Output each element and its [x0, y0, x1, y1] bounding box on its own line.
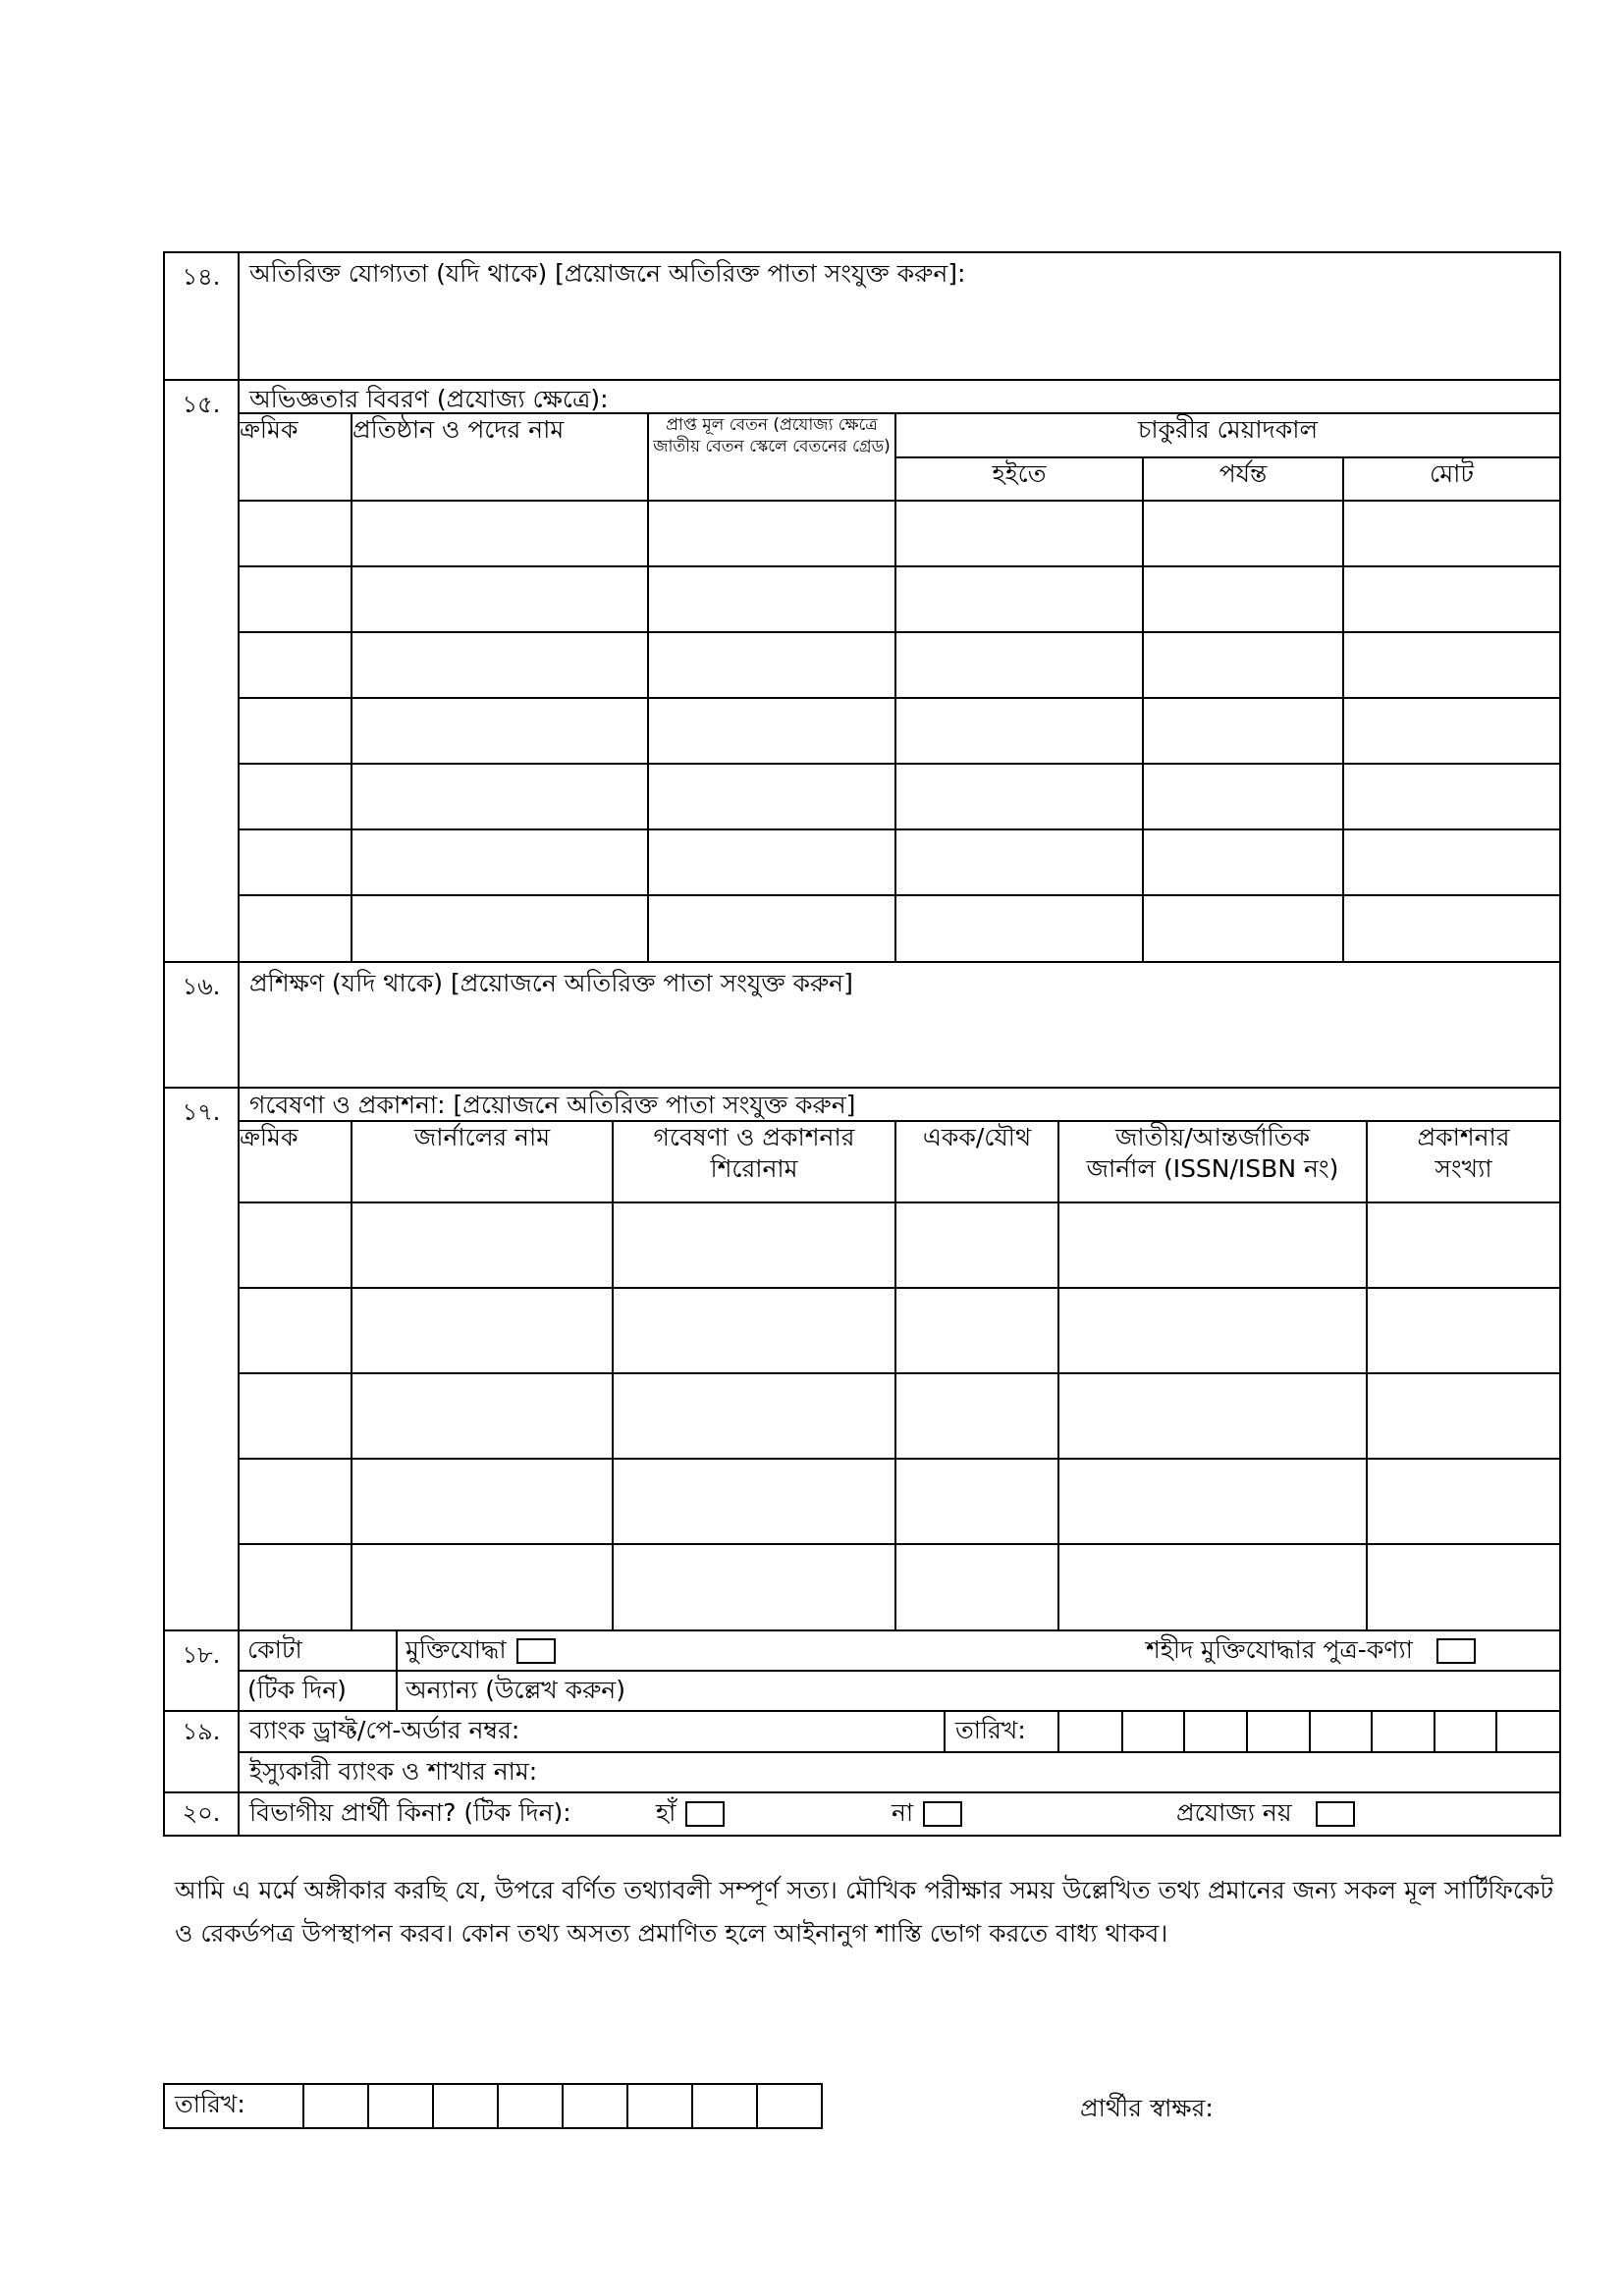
draft-date-box[interactable] — [1059, 1712, 1122, 1751]
exp-col-total: মোট — [1343, 457, 1559, 501]
quota-freedom-fighter-checkbox[interactable] — [516, 1638, 556, 1664]
pub-col-single-joint: একক/যৌথ — [895, 1122, 1058, 1202]
departmental-question: বিভাগীয় প্রার্থী কিনা? (টিক দিন): — [249, 1798, 571, 1827]
pub-row — [240, 1459, 1559, 1544]
signature-date-box[interactable] — [498, 2084, 563, 2128]
exp-col-duration: চাকুরীর মেয়াদকাল — [895, 414, 1559, 457]
section-17-number: ১৭. — [164, 1088, 239, 1630]
section-16-number: ১৬. — [164, 962, 239, 1088]
departmental-yes-checkbox[interactable] — [685, 1801, 725, 1827]
exp-col-to: পর্যন্ত — [1143, 457, 1343, 501]
section-16-title: প্রশিক্ষণ (যদি থাকে) [প্রয়োজনে অতিরিক্ত পাতা সংযুক্ত করুন] — [249, 969, 853, 997]
section-15-number: ১৫. — [164, 380, 239, 962]
section-14-field[interactable] — [239, 252, 1560, 380]
issuing-bank-label: ইস্যুকারী ব্যাংক ও শাখার নাম: — [249, 1757, 538, 1786]
exp-row — [240, 764, 1559, 829]
exp-row — [240, 501, 1559, 566]
section-19-number: ১৯. — [164, 1711, 239, 1792]
exp-row — [240, 829, 1559, 895]
pub-col-title: গবেষণা ও প্রকাশনার শিরোনাম — [613, 1122, 895, 1202]
draft-date-label: তারিখ: — [945, 1712, 1058, 1752]
signature-date-box[interactable] — [692, 2084, 757, 2128]
publication-table — [240, 1122, 1559, 1629]
section-15-title: অভিজ্ঞতার বিবরণ (প্রযোজ্য ক্ষেত্রে): — [240, 381, 1559, 414]
pub-row — [240, 1202, 1559, 1288]
pub-row — [240, 1544, 1559, 1629]
draft-number-label: ব্যাংক ড্রাফ্ট/পে-অর্ডার নম্বর: — [249, 1716, 520, 1744]
pub-row — [240, 1288, 1559, 1373]
signature-date-box[interactable] — [563, 2084, 627, 2128]
section-14 — [164, 252, 1560, 380]
section-14-number: ১৪. — [164, 252, 239, 380]
section-16 — [164, 962, 1560, 1088]
pub-row — [240, 1373, 1559, 1459]
section-16-field[interactable] — [239, 962, 1560, 1088]
pub-col-count: প্রকাশনার সংখ্যা — [1367, 1122, 1559, 1202]
signature-date-box[interactable] — [368, 2084, 433, 2128]
exp-col-org: প্রতিষ্ঠান ও পদের নাম — [352, 414, 648, 501]
section-20-number: ২০. — [164, 1792, 239, 1836]
draft-date-boxes — [1059, 1712, 1559, 1751]
departmental-na-checkbox[interactable] — [1316, 1801, 1355, 1827]
quota-others-label: অন্যান্য (উল্লেখ করুন) — [406, 1676, 625, 1704]
experience-table — [240, 414, 1559, 961]
draft-date-box[interactable] — [1372, 1712, 1435, 1751]
exp-col-salary: প্রাপ্ত মূল বেতন (প্রযোজ্য ক্ষেত্রে জাতীয় বেতন স্কেলে বেতনের গ্রেড) — [648, 414, 895, 501]
section-14-title: অতিরিক্ত যোগ্যতা (যদি থাকে) [প্রয়োজনে অতিরিক্ত পাতা সংযুক্ত করুন]: — [249, 259, 966, 288]
section-17 — [164, 1088, 1560, 1630]
section-15 — [164, 380, 1560, 962]
application-form-table — [163, 251, 1561, 1837]
quota-tick-hint: (টিক দিন) — [240, 1671, 397, 1710]
departmental-no-checkbox[interactable] — [923, 1801, 962, 1827]
section-20 — [164, 1792, 1560, 1836]
exp-row — [240, 698, 1559, 764]
exp-row — [240, 895, 1559, 961]
quota-others-field[interactable] — [397, 1671, 1559, 1710]
exp-col-from: হইতে — [895, 457, 1143, 501]
departmental-na-label: প্রযোজ্য নয় — [1176, 1798, 1292, 1827]
quota-martyr-child-label: শহীদ মুক্তিযোদ্ধার পুত্র-কণ্যা — [1146, 1635, 1413, 1664]
exp-row — [240, 566, 1559, 632]
signature-date-box[interactable] — [757, 2084, 822, 2128]
draft-date-box[interactable] — [1496, 1712, 1559, 1751]
signature-date-box[interactable] — [627, 2084, 692, 2128]
draft-date-box[interactable] — [1122, 1712, 1185, 1751]
quota-martyr-child-checkbox[interactable] — [1436, 1638, 1476, 1664]
exp-row — [240, 632, 1559, 698]
signature-date-box[interactable] — [303, 2084, 368, 2128]
draft-date-box[interactable] — [1310, 1712, 1373, 1751]
draft-date-box[interactable] — [1184, 1712, 1247, 1751]
signature-date-boxes — [163, 2083, 823, 2129]
draft-date-box[interactable] — [1435, 1712, 1497, 1751]
issuing-bank-field[interactable] — [240, 1752, 1559, 1791]
section-18-number: ১৮. — [164, 1630, 239, 1711]
pub-col-national: জাতীয়/আন্তর্জাতিক জার্নাল (ISSN/ISBN নং) — [1058, 1122, 1367, 1202]
signature-date-box[interactable] — [433, 2084, 498, 2128]
signature-date-label: তারিখ: — [164, 2084, 303, 2128]
departmental-no-label: না — [892, 1798, 914, 1827]
quota-freedom-fighter-label: মুক্তিযোদ্ধা — [406, 1635, 507, 1664]
pub-col-serial: ক্রমিক — [240, 1122, 352, 1202]
quota-label: কোটা — [240, 1631, 397, 1671]
draft-number-field[interactable] — [240, 1712, 945, 1752]
section-18 — [164, 1630, 1560, 1711]
pub-col-journal: জার্নালের নাম — [352, 1122, 613, 1202]
declaration-text: আমি এ মর্মে অঙ্গীকার করছি যে, উপরে বর্ণিত তথ্যাবলী সম্পূর্ণ সত্য। মৌখিক পরীক্ষার সময় উল্লেখিত তথ্য প্রমানের জন্য সকল মূল সার্টিফিকেট ও রেকর্ডপত্র উপস্থাপন করব। কোন তথ্য অসত্য প্রমাণিত হলে আইনানুগ শাস্তি ভোগ করতে বাধ্য থাকব। — [175, 1876, 1553, 1948]
draft-date-box[interactable] — [1247, 1712, 1310, 1751]
section-19 — [164, 1711, 1560, 1792]
section-17-title: গবেষণা ও প্রকাশনা: [প্রয়োজনে অতিরিক্ত পাতা সংযুক্ত করুন] — [240, 1089, 1559, 1122]
exp-col-serial: ক্রমিক — [240, 414, 352, 501]
applicant-signature-label: প্রার্থীর স্বাক্ষর: — [1080, 2094, 1214, 2122]
departmental-yes-label: হাঁ — [656, 1798, 677, 1827]
